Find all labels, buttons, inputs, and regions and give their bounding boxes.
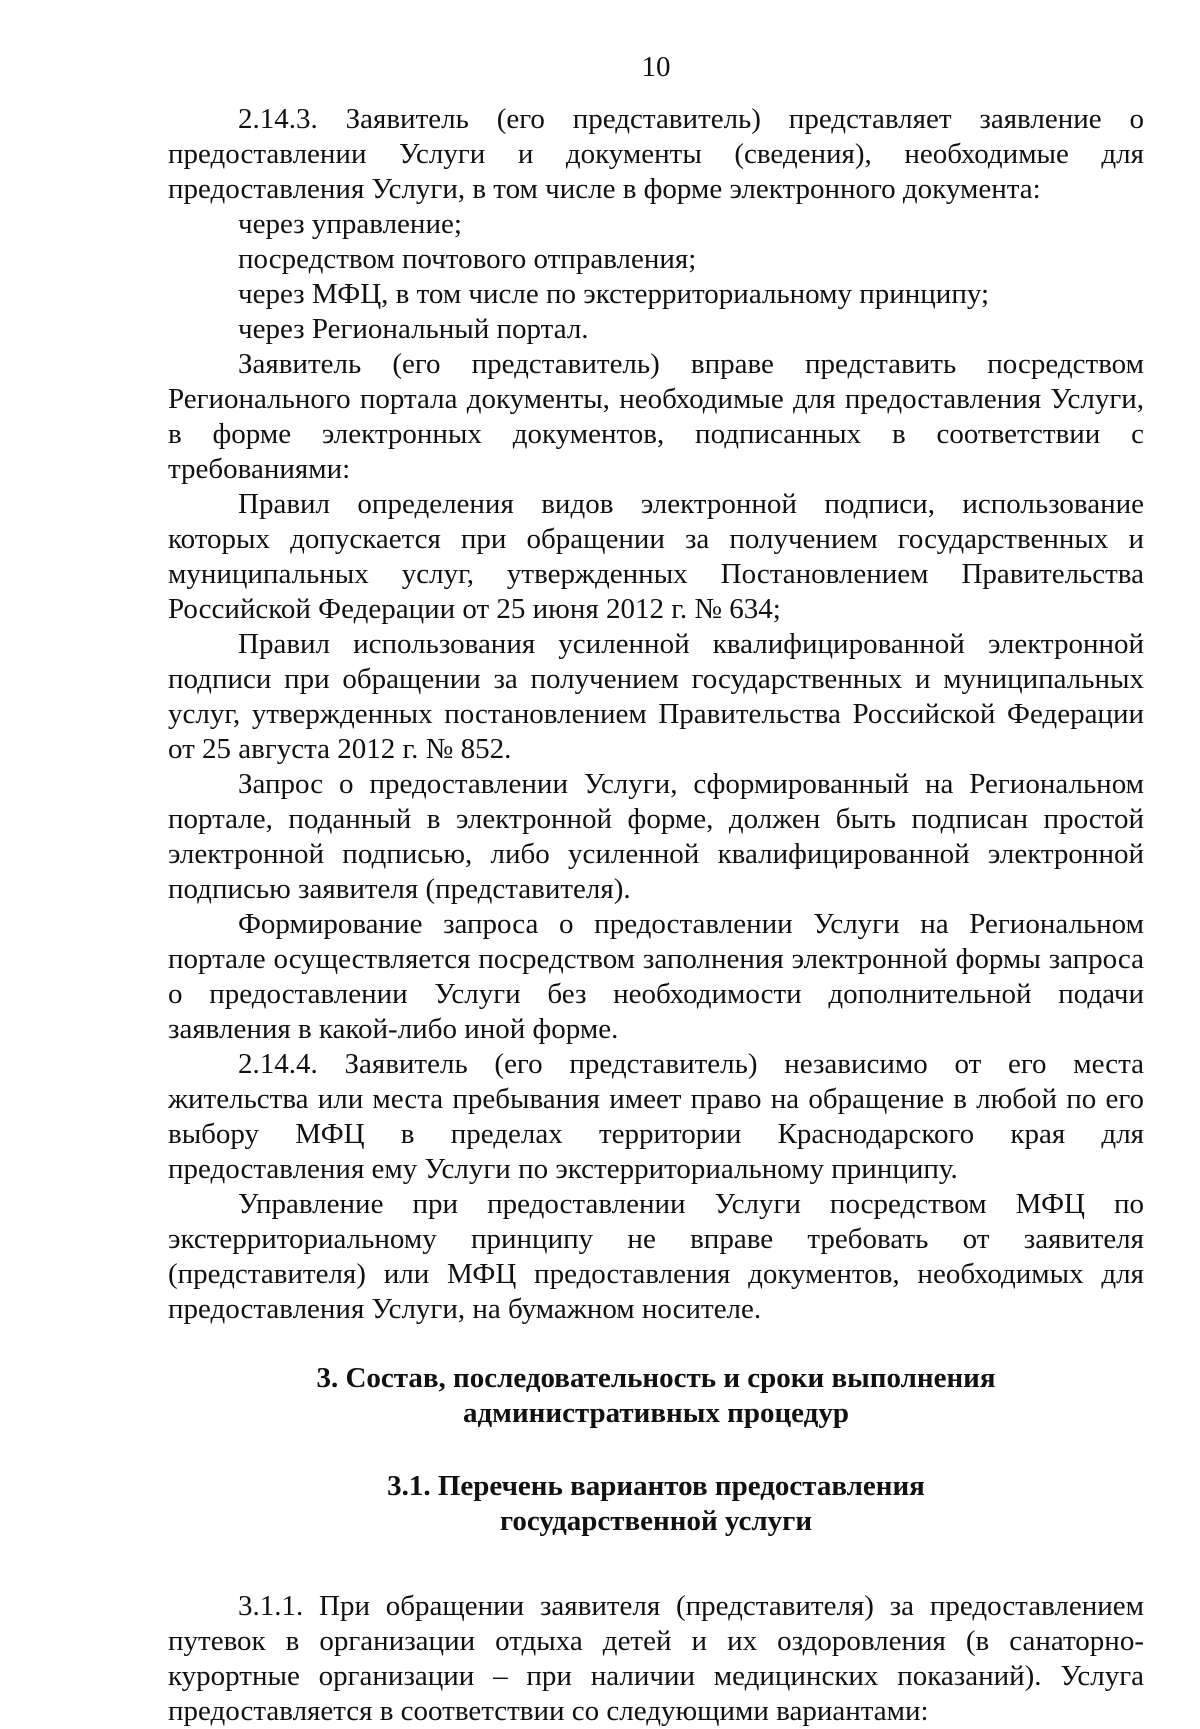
paragraph-request-forming: Формирование запроса о предоставлении Услуги на Региональном портале осуществляется посредством заполнения электронной формы запроса о предоставлении Услуги без необходимости дополнительной подачи заявления в какой-либо иной форме. xyxy=(168,908,1144,1045)
subsection-heading-3-1 xyxy=(168,1469,1144,1539)
paragraph-3-1-1: 3.1.1. При обращении заявителя (представителя) за предоставлением путевок в организации отдыха детей и их оздоровления (в санаторно-курортные организации – при наличии медицинских показаний). Услуга предоставляется в соответствии со следующими вариантами: xyxy=(168,1590,1144,1727)
document-page xyxy=(168,50,1144,1729)
section-heading-line-2: административных процедур xyxy=(463,1397,849,1429)
list-item-mfc: через МФЦ, в том числе по экстерриториальному принципу; xyxy=(238,278,990,310)
page-number: 10 xyxy=(641,51,671,83)
subsection-heading-line-2: государственной услуги xyxy=(499,1505,813,1537)
paragraph-office-mfc: Управление при предоставлении Услуги посредством МФЦ по экстерриториальному принципу не вправе требовать от заявителя (представителя) или МФЦ предоставления документов, необходимых для предоставления Услуги, на бумажном носителе. xyxy=(168,1188,1144,1325)
list-item-mail: посредством почтового отправления; xyxy=(238,243,697,275)
paragraph-rules-qualified-signature: Правил использования усиленной квалифицированной электронной подписи при обращении за получением государственных и муниципальных услуг, утвержденных постановлением Правительства Российской Федерации от 25 августа 2012 г. № 852. xyxy=(168,628,1144,765)
list-item-portal: через Региональный портал. xyxy=(238,313,589,345)
paragraph-request-signing: Запрос о предоставлении Услуги, сформированный на Региональном портале, поданный в электронной форме, должен быть подписан простой электронной подписью, либо усиленной квалифицированной электронной подписью заявителя (представителя). xyxy=(168,768,1144,905)
section-heading-3 xyxy=(168,1361,1144,1431)
paragraph-portal-documents: Заявитель (его представитель) вправе представить посредством Регионального портала документы, необходимые для предоставления Услуги, в форме электронных документов, подписанных в соответствии с требованиями: xyxy=(168,348,1144,485)
section-heading-line-1: 3. Состав, последовательность и сроки выполнения xyxy=(316,1362,996,1394)
paragraph-2-14-4: 2.14.4. Заявитель (его представитель) независимо от его места жительства или места пребывания имеет право на обращение в любой по его выбору МФЦ в пределах территории Краснодарского края для предоставления ему Услуги по экстерриториальному принципу. xyxy=(168,1048,1144,1185)
subsection-heading-line-1: 3.1. Перечень вариантов предоставления xyxy=(387,1470,925,1502)
paragraph-2-14-3: 2.14.3. Заявитель (его представитель) представляет заявление о предоставлении Услуги и документы (сведения), необходимые для предоставления Услуги, в том числе в форме электронного документа: xyxy=(168,103,1144,205)
list-item-office: через управление; xyxy=(238,208,462,240)
paragraph-rules-signature-types: Правил определения видов электронной подписи, использование которых допускается при обращении за получением государственных и муниципальных услуг, утвержденных Постановлением Правительства Российской Федерации от 25 июня 2012 г. № 634; xyxy=(168,488,1144,625)
